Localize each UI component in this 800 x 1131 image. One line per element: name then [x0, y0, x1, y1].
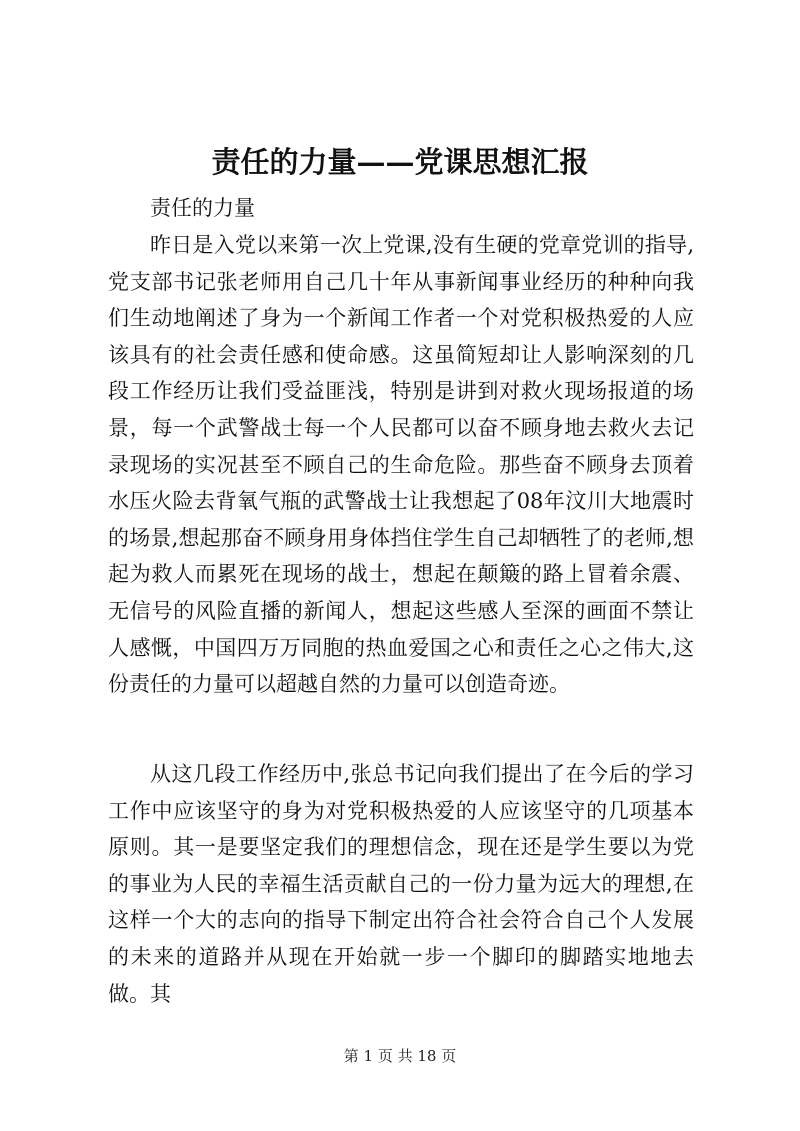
section-subtitle: 责任的力量 — [150, 196, 255, 220]
page-title: 责任的力量——党课思想汇报 — [211, 145, 589, 179]
paragraph-2: 从这几段工作经历中,张总书记向我们提出了在今后的学习工作中应该坚守的身为对党积极热爱的人应该坚守的几项基本原则。其一是要坚定我们的理想信念，现在还是学生要以为党的事业为人民的幸福生活贡献自己的一份力量为远大的理想,在这样一个大的志向的指导下制定出符合社会符合自己个人发展的未来的道路并从现在开始就一步一个脚印的脚踏实地地去做。其 — [108, 762, 694, 1006]
paragraph-1: 昨日是入党以来第一次上党课,没有生硬的党章党训的指导,党支部书记张老师用自己几十年从事新闻事业经历的种种向我们生动地阐述了身为一个新闻工作者一个对党积极热爱的人应该具有的社会责任感和使命感。这虽简短却让人影响深刻的几段工作经历让我们受益匪浅，特别是讲到对救火现场报道的场景，每一个武警战士每一个人民都可以奋不顾身地去救火去记录现场的实况甚至不顾自己的生命危险。那些奋不顾身去顶着水压火险去背氧气瓶的武警战士让我想起了08年汶川大地震时的场景,想起那奋不顾身用身体挡住学生自己却牺牲了的老师,想起为救人而累死在现场的战士，想起在颠簸的路上冒着余震、无信号的风险直播的新闻人，想起这些感人至深的画面不禁让人感慨，中国四万万同胞的热血爱国之心和责任之心之伟大,这份责任的力量可以超越自然的力量可以创造奇迹。 — [108, 233, 694, 697]
page-footer: 第 1 页 共 18 页 — [343, 1047, 457, 1065]
